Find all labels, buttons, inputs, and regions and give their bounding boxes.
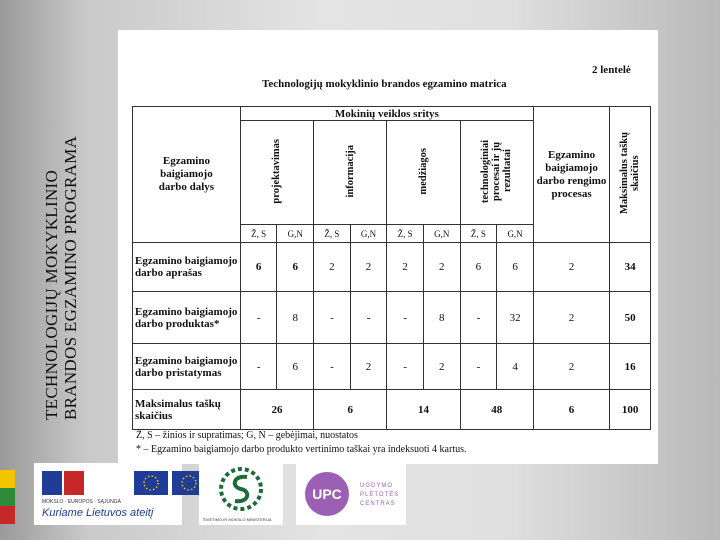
flag-green bbox=[0, 488, 15, 506]
table-row bbox=[133, 292, 651, 344]
cell: 4 bbox=[497, 344, 534, 390]
area-information bbox=[314, 121, 387, 225]
cell: 8 bbox=[277, 292, 314, 344]
cell: 50 bbox=[610, 292, 651, 344]
upc-logo bbox=[296, 463, 406, 525]
cell: 2 bbox=[350, 344, 387, 390]
cell: 2 bbox=[533, 292, 609, 344]
cell: - bbox=[460, 292, 497, 344]
total-cell: 48 bbox=[460, 390, 533, 430]
exam-matrix-table bbox=[132, 106, 651, 430]
cell: 16 bbox=[610, 344, 651, 390]
sub-a: Ž, S bbox=[387, 225, 424, 243]
sub-a: Ž, S bbox=[460, 225, 497, 243]
max-points-header-text: Maksimalus taškų skaičius bbox=[619, 132, 642, 214]
cell: 2 bbox=[423, 243, 460, 292]
total-cell: 26 bbox=[240, 390, 313, 430]
totals-row bbox=[133, 390, 651, 430]
eu-flag-icon bbox=[134, 471, 168, 495]
sub-b: G,N bbox=[277, 225, 314, 243]
area-design bbox=[240, 121, 313, 225]
totals-label: Maksimalus taškų skaičius bbox=[133, 390, 241, 430]
sub-b: G,N bbox=[423, 225, 460, 243]
table-row bbox=[133, 344, 651, 390]
cell: 2 bbox=[350, 243, 387, 292]
cell: 2 bbox=[533, 243, 609, 292]
cell: - bbox=[387, 292, 424, 344]
cell: 2 bbox=[314, 243, 351, 292]
area-design-label: projektavimas bbox=[271, 138, 283, 204]
cell: 2 bbox=[533, 344, 609, 390]
parts-header: Egzamino baigiamojo darbo dalys bbox=[133, 107, 241, 243]
cell: - bbox=[240, 344, 277, 390]
logo1-small-text: MOKSLO · EUROPOS · SĄJUNGA bbox=[42, 499, 121, 505]
cell: - bbox=[314, 292, 351, 344]
upc-circle-icon bbox=[302, 469, 352, 519]
process-header: Egzamino baigiamojo darbo rengimo procesas bbox=[533, 107, 609, 243]
side-title-line2: BRANDOS EGZAMINO PROGRAMA bbox=[61, 135, 80, 420]
cell: - bbox=[387, 344, 424, 390]
flag-red bbox=[0, 506, 15, 524]
ministry-logo bbox=[199, 463, 283, 525]
flag-yellow bbox=[0, 470, 15, 488]
areas-header: Mokinių veiklos sritys bbox=[240, 107, 533, 121]
total-cell: 6 bbox=[314, 390, 387, 430]
cell: - bbox=[350, 292, 387, 344]
total-cell: 14 bbox=[387, 390, 460, 430]
ministry-s-icon bbox=[199, 463, 283, 525]
area-materials-label: medžiagos bbox=[417, 147, 429, 195]
document-title: Technologijų mokyklinio brandos egzamino matrica bbox=[262, 78, 507, 90]
upc-line2: PLĖTOTĖS bbox=[360, 492, 400, 498]
cell: 6 bbox=[277, 243, 314, 292]
table-row bbox=[133, 243, 651, 292]
total-cell: 6 bbox=[533, 390, 609, 430]
cell: 6 bbox=[240, 243, 277, 292]
cell: 8 bbox=[423, 292, 460, 344]
eu-funds-logo bbox=[34, 463, 182, 525]
sub-a: Ž, S bbox=[314, 225, 351, 243]
note-index: * – Egzamino baigiamojo darbo produkto vertinimo taškai yra indeksuoti 4 kartus. bbox=[136, 444, 467, 455]
ministry-emblem-icon bbox=[40, 467, 100, 501]
sub-b: G,N bbox=[497, 225, 534, 243]
upc-line1: UGDYMO bbox=[360, 483, 393, 489]
sub-b: G,N bbox=[350, 225, 387, 243]
cell: - bbox=[460, 344, 497, 390]
area-materials bbox=[387, 121, 460, 225]
area-processes bbox=[460, 121, 533, 225]
logo1-slogan: Kuriame Lietuvos ateitį bbox=[42, 507, 154, 519]
cell: 6 bbox=[460, 243, 497, 292]
row-label: Egzamino baigiamojo darbo pristatymas bbox=[133, 344, 241, 390]
upc-mark-text: UPC bbox=[312, 486, 342, 502]
cell: 2 bbox=[387, 243, 424, 292]
cell: 2 bbox=[423, 344, 460, 390]
row-label: Egzamino baigiamojo darbo produktas* bbox=[133, 292, 241, 344]
table-number: 2 lentelė bbox=[592, 64, 631, 76]
sub-a: Ž, S bbox=[240, 225, 277, 243]
area-processes-label: technologiniai procesai ir jų rezultatai bbox=[480, 139, 514, 203]
upc-line3: CENTRAS bbox=[360, 501, 396, 507]
note-legend: Ž, S – žinios ir supratimas; G, N – gebėjimai, nuostatos bbox=[136, 430, 358, 441]
cell: 34 bbox=[610, 243, 651, 292]
ministry-caption: ŠVIETIMO IR MOKSLO MINISTERIJA bbox=[203, 517, 272, 522]
cell: 6 bbox=[497, 243, 534, 292]
area-information-label: informacija bbox=[344, 144, 356, 198]
cell: - bbox=[240, 292, 277, 344]
total-cell: 100 bbox=[610, 390, 651, 430]
row-label: Egzamino baigiamojo darbo aprašas bbox=[133, 243, 241, 292]
cell: 6 bbox=[277, 344, 314, 390]
side-title-line1: TECHNOLOGIJŲ MOKYKLINIO bbox=[42, 169, 61, 420]
cell: 32 bbox=[497, 292, 534, 344]
max-points-header bbox=[610, 107, 651, 243]
cell: - bbox=[314, 344, 351, 390]
side-title bbox=[42, 20, 82, 420]
